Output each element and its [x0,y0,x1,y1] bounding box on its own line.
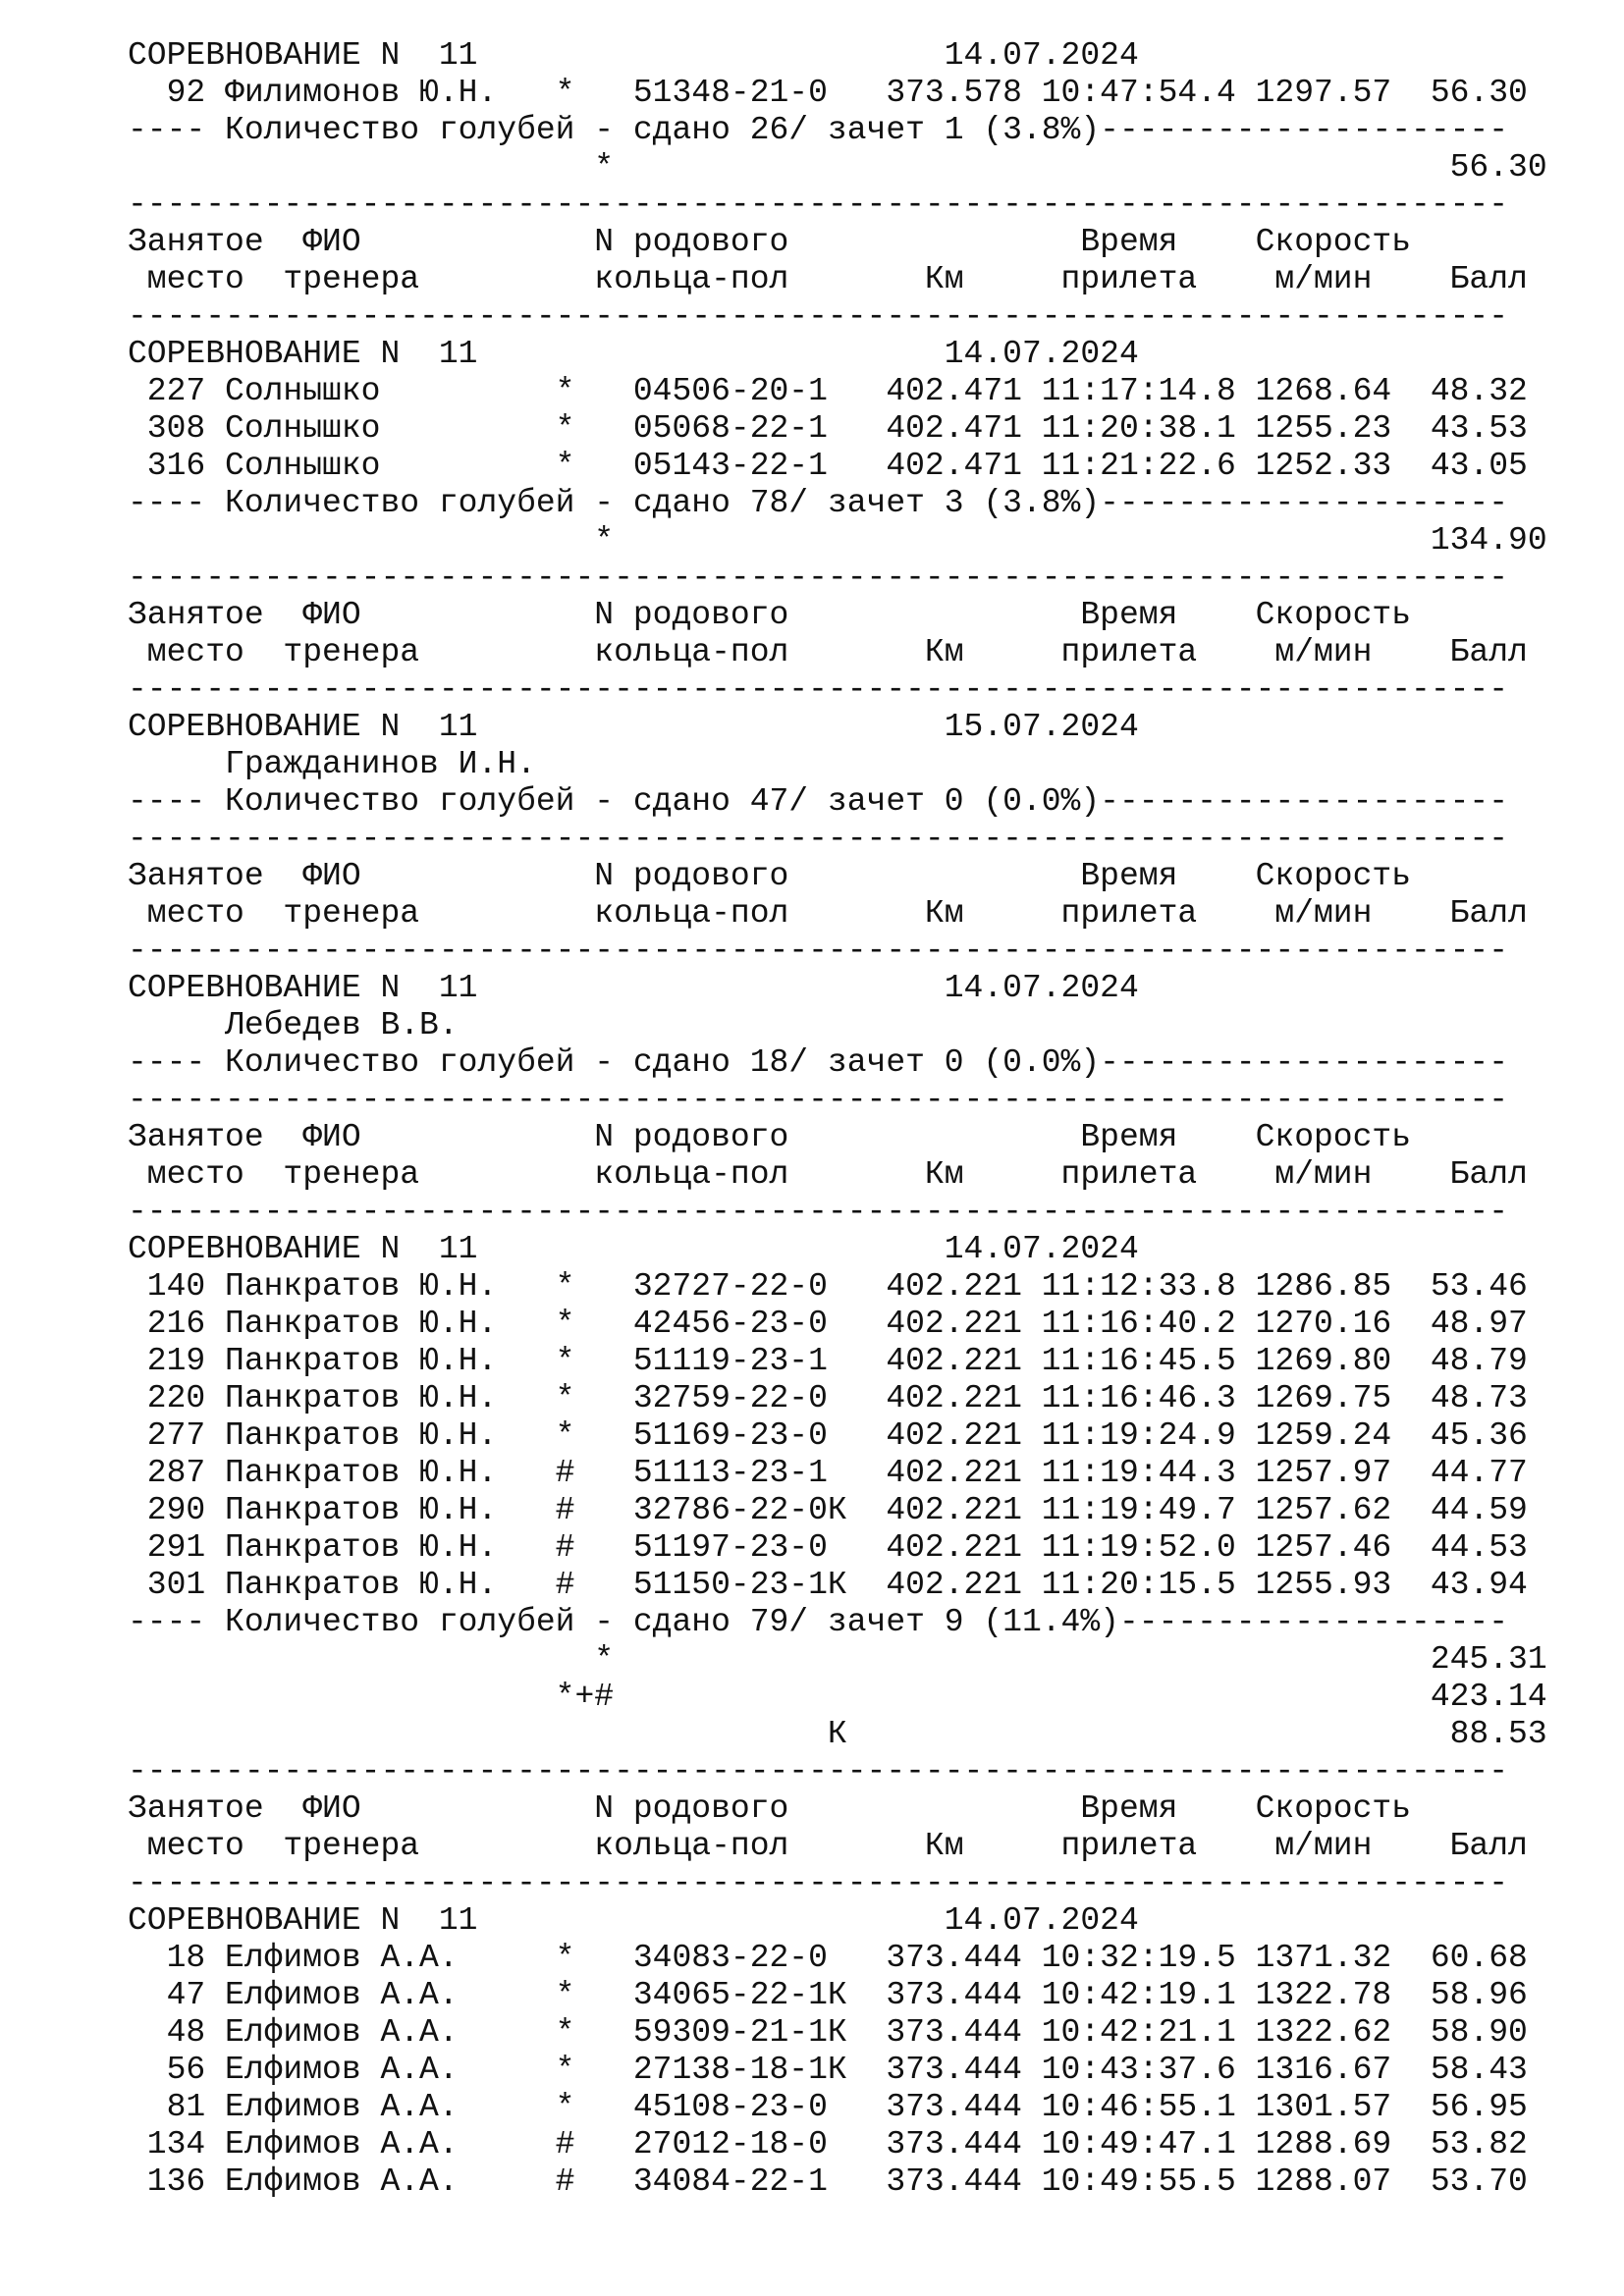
separator-line: ----------------------------------------------------------------------- [128,933,1509,969]
pigeon-count-summary: ---- Количество голубей - сдано 78/ зачет 3 (3.8%)--------------------- [128,485,1509,521]
column-header-row: Занятое ФИО N родового Время Скорость [128,1790,1412,1827]
competition-header: СОРЕВНОВАНИЕ N 11 14.07.2024 [128,1231,1139,1267]
competition-header: СОРЕВНОВАНИЕ N 11 14.07.2024 [128,37,1139,74]
column-header-row: место тренера кольца-пол Км прилета м/мин Балл [128,261,1528,297]
column-header-row: место тренера кольца-пол Км прилета м/мин Балл [128,1828,1528,1864]
result-row: 140 Панкратов Ю.Н. * 32727-22-0 402.221 11:12:33.8 1286.85 53.46 [128,1268,1528,1305]
result-row: 301 Панкратов Ю.Н. # 51150-23-1К 402.221 11:20:15.5 1255.93 43.94 [128,1567,1528,1603]
points-total-row: *+# 423.14 [128,1679,1547,1715]
result-row: 287 Панкратов Ю.Н. # 51113-23-1 402.221 11:19:44.3 1257.97 44.77 [128,1455,1528,1491]
result-row: 18 Елфимов А.А. * 34083-22-0 373.444 10:32:19.5 1371.32 60.68 [128,1940,1528,1976]
result-row: 48 Елфимов А.А. * 59309-21-1К 373.444 10:42:21.1 1322.62 58.90 [128,2014,1528,2051]
separator-line: ----------------------------------------------------------------------- [128,671,1509,708]
separator-line: ----------------------------------------------------------------------- [128,1194,1509,1230]
separator-line: ----------------------------------------------------------------------- [128,560,1509,596]
result-row: 290 Панкратов Ю.Н. # 32786-22-0К 402.221 11:19:49.7 1257.62 44.59 [128,1492,1528,1528]
competition-header: СОРЕВНОВАНИЕ N 11 15.07.2024 [128,709,1139,745]
competition-header: СОРЕВНОВАНИЕ N 11 14.07.2024 [128,336,1139,372]
competition-header: СОРЕВНОВАНИЕ N 11 14.07.2024 [128,970,1139,1006]
race-results-report [128,37,1547,2201]
column-header-row: Занятое ФИО N родового Время Скорость [128,1119,1412,1155]
points-total-row: * 56.30 [128,149,1547,186]
column-header-row: место тренера кольца-пол Км прилета м/мин Балл [128,1156,1528,1193]
result-row: 316 Солнышко * 05143-22-1 402.471 11:21:22.6 1252.33 43.05 [128,448,1528,484]
pigeon-count-summary: ---- Количество голубей - сдано 79/ зачет 9 (11.4%)-------------------- [128,1604,1509,1640]
separator-line: ----------------------------------------------------------------------- [128,1082,1509,1118]
result-row: 216 Панкратов Ю.Н. * 42456-23-0 402.221 11:16:40.2 1270.16 48.97 [128,1306,1528,1342]
result-row: 81 Елфимов А.А. * 45108-23-0 373.444 10:46:55.1 1301.57 56.95 [128,2089,1528,2125]
column-header-row: Занятое ФИО N родового Время Скорость [128,597,1412,633]
separator-line: ----------------------------------------------------------------------- [128,1865,1509,1901]
result-row: 92 Филимонов Ю.Н. * 51348-21-0 373.578 10:47:54.4 1297.57 56.30 [128,75,1528,111]
points-total-row: * 245.31 [128,1641,1547,1678]
column-header-row: Занятое ФИО N родового Время Скорость [128,858,1412,894]
result-row: 56 Елфимов А.А. * 27138-18-1К 373.444 10:43:37.6 1316.67 58.43 [128,2052,1528,2088]
column-header-row: место тренера кольца-пол Км прилета м/мин Балл [128,634,1528,670]
trainer-name-row: Гражданинов И.Н. [128,746,536,782]
result-row: 220 Панкратов Ю.Н. * 32759-22-0 402.221 11:16:46.3 1269.75 48.73 [128,1380,1528,1416]
points-total-row: * 134.90 [128,522,1547,559]
pigeon-count-summary: ---- Количество голубей - сдано 26/ зачет 1 (3.8%)--------------------- [128,112,1509,148]
separator-line: ----------------------------------------------------------------------- [128,1753,1509,1789]
pigeon-count-summary: ---- Количество голубей - сдано 47/ зачет 0 (0.0%)--------------------- [128,783,1509,820]
result-row: 227 Солнышко * 04506-20-1 402.471 11:17:14.8 1268.64 48.32 [128,373,1528,409]
trainer-name-row: Лебедев В.В. [128,1007,459,1043]
result-row: 47 Елфимов А.А. * 34065-22-1К 373.444 10:42:19.1 1322.78 58.96 [128,1977,1528,2013]
points-total-row: К 88.53 [128,1716,1547,1752]
column-header-row: место тренера кольца-пол Км прилета м/мин Балл [128,895,1528,932]
result-row: 219 Панкратов Ю.Н. * 51119-23-1 402.221 11:16:45.5 1269.80 48.79 [128,1343,1528,1379]
separator-line: ----------------------------------------------------------------------- [128,187,1509,223]
column-header-row: Занятое ФИО N родового Время Скорость [128,224,1412,260]
pigeon-count-summary: ---- Количество голубей - сдано 18/ зачет 0 (0.0%)--------------------- [128,1044,1509,1081]
separator-line: ----------------------------------------------------------------------- [128,821,1509,857]
separator-line: ----------------------------------------------------------------------- [128,298,1509,335]
result-row: 136 Елфимов А.А. # 34084-22-1 373.444 10:49:55.5 1288.07 53.70 [128,2163,1528,2200]
competition-header: СОРЕВНОВАНИЕ N 11 14.07.2024 [128,1902,1139,1939]
result-row: 291 Панкратов Ю.Н. # 51197-23-0 402.221 11:19:52.0 1257.46 44.53 [128,1529,1528,1566]
result-row: 308 Солнышко * 05068-22-1 402.471 11:20:38.1 1255.23 43.53 [128,410,1528,447]
result-row: 134 Елфимов А.А. # 27012-18-0 373.444 10:49:47.1 1288.69 53.82 [128,2126,1528,2163]
result-row: 277 Панкратов Ю.Н. * 51169-23-0 402.221 11:19:24.9 1259.24 45.36 [128,1417,1528,1454]
